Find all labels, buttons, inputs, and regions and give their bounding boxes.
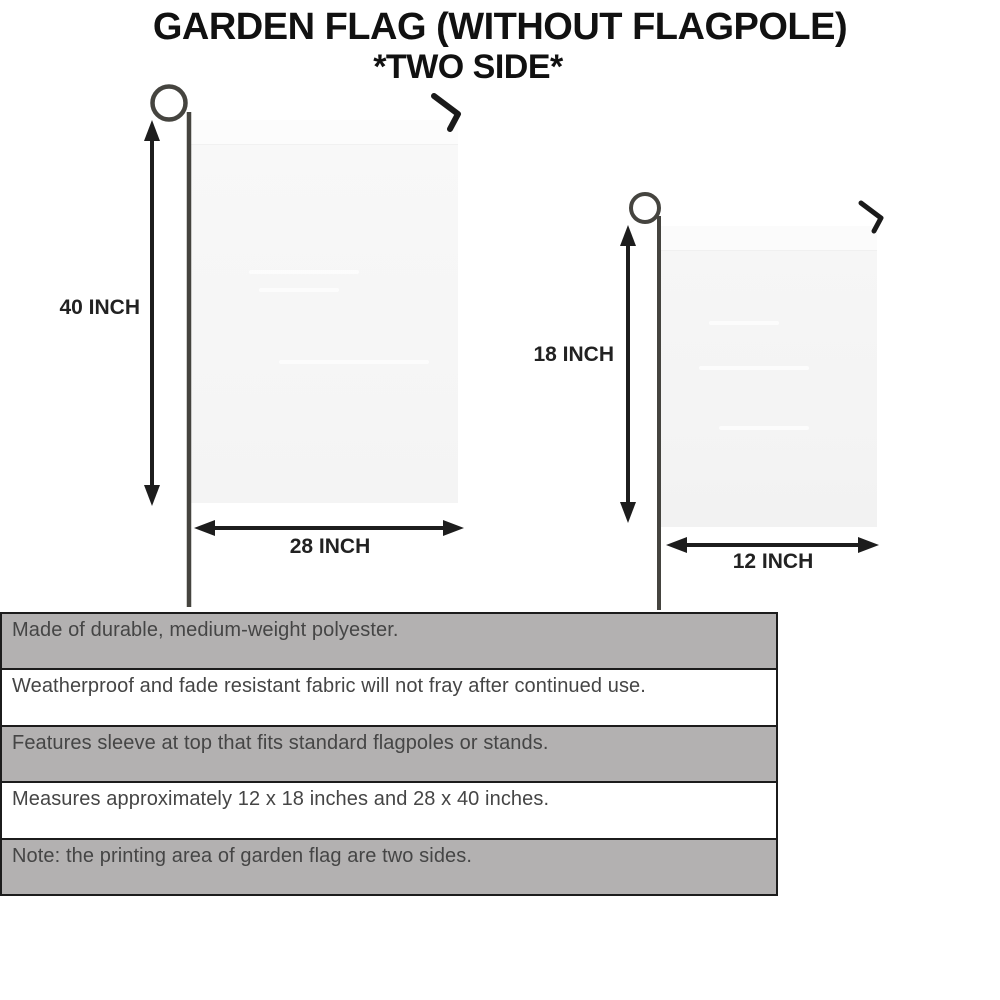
feature-row: Made of durable, medium-weight polyester. — [2, 614, 776, 668]
small-flag-sleeve — [659, 226, 877, 251]
feature-row: Measures approximately 12 x 18 inches and 28 x 40 inches. — [2, 781, 776, 837]
flag-wrinkle — [259, 288, 339, 292]
large-width-label: 28 INCH — [289, 535, 371, 558]
large-height-arrow — [144, 120, 160, 506]
large-width-arrow — [194, 520, 464, 536]
large-flag-sleeve — [189, 120, 458, 145]
feature-row: Note: the printing area of garden flag are two sides. — [2, 838, 776, 894]
page-title-line1: GARDEN FLAG (WITHOUT FLAGPOLE) — [152, 6, 848, 48]
small-flagpole-loop-icon — [631, 194, 659, 222]
feature-row: Weatherproof and fade resistant fabric will not fray after continued use. — [2, 668, 776, 724]
flag-wrinkle — [249, 270, 359, 274]
flag-wrinkle — [709, 321, 779, 325]
large-height-label: 40 INCH — [59, 296, 140, 319]
flag-wrinkle — [719, 426, 809, 430]
small-height-arrow — [620, 225, 636, 523]
large-flagpole-loop-icon — [153, 87, 186, 120]
features-table — [0, 612, 778, 896]
feature-row: Features sleeve at top that fits standard flagpoles or stands. — [2, 725, 776, 781]
small-height-label: 18 INCH — [533, 343, 614, 366]
large-flag — [189, 120, 458, 503]
page-title — [0, 6, 1000, 86]
page-title-line2: *TWO SIDE* — [373, 48, 563, 86]
flag-wrinkle — [699, 366, 809, 370]
small-flag — [659, 226, 877, 527]
flag-wrinkle — [279, 360, 429, 364]
small-width-label: 12 INCH — [732, 550, 814, 573]
